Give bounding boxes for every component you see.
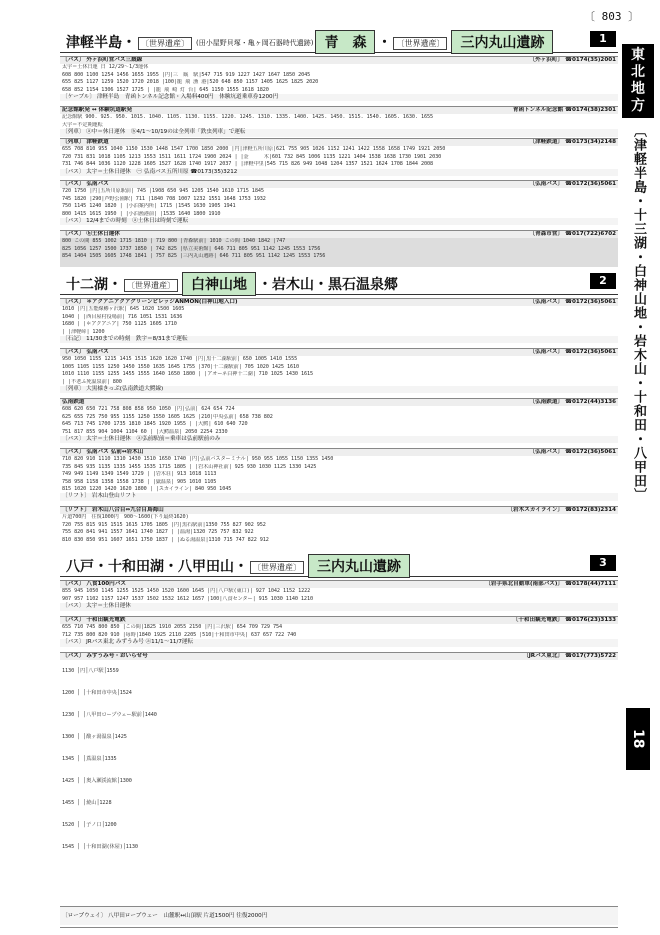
block-label: 記念館駅発 ↔ 体験坑道駅発 — [62, 107, 133, 113]
timetable-row: 645 713 745 1700 1735 1810 1845 1920 1955 │ │大鰐│ 610 640 720 — [62, 421, 248, 428]
heritage-box: 青 森 — [315, 30, 375, 54]
timetable-row: 825 1056 1257 1500 1737 1850 │ 742 825 │県立美術館│ 646 711 805 951 1142 1245 1553 1756 — [62, 245, 321, 252]
block-footnote: 〔列車〕 ⓐ中＝休日運休 ⓑ4/1〜10/19のは全列車「鉄虫列車」で運転 — [60, 129, 618, 136]
timetable-block — [60, 56, 618, 105]
section-number: 2 — [590, 273, 616, 289]
timetable-block — [60, 230, 618, 267]
timetable-row: 1455 │ │焼山│1228 — [62, 800, 112, 807]
section-number: 3 — [590, 555, 616, 571]
timetable-row: 大宇＝不定期運転 — [62, 121, 103, 128]
timetable-block — [60, 298, 618, 347]
block-header — [60, 299, 618, 306]
block-footnote: 〔バス〕 太宇＝土休日運休 ⓐ弘前駅前＝乗車は弘前駅前のみ — [60, 436, 618, 443]
heritage-tag: 〔世界遺産〕 — [138, 37, 192, 50]
block-footnote: 〔バス〕 JRバス東北 みずうみ号 ⓐ11/1〜11/7運転 — [60, 639, 618, 646]
block-operator: 〔岩手県北自動車(南部バス)〕 ☎0178(44)7111 — [485, 581, 616, 587]
timetable-row: 608 800 1100 1254 1456 1655 1955 │円│三 厩 駅│547 715 919 1227 1427 1647 1850 2045 — [62, 71, 311, 78]
block-label: 〔バス〕 十和田観光電鉄 — [62, 617, 126, 623]
region-label — [622, 44, 654, 118]
timetable-row: 758 958 1158 1358 1558 1738 │ │嶽温泉│ 905 1010 1105 — [62, 478, 217, 485]
region-char: 方 — [631, 98, 645, 114]
timetable-row: 1010 │円│五能線鯵ヶ沢駅│ 645 1020 1500 1605 — [62, 306, 185, 313]
block-footnote: 〔ロープウェイ〕 八甲田ロープウェー 山麓駅↔山頂駅 片道1500円 往復2000円 — [60, 907, 618, 925]
block-header — [60, 231, 618, 238]
block-footnote: 〔列車〕 大黒様きっぷ(弘南鉄道大鰐線) — [60, 386, 618, 393]
timetable-row: 720 731 831 1018 1105 1213 1553 1511 1611 1724 1900 2024 │ │金 木│601 732 845 1006 1135 1221 1404 1538 1638 1730 1901 2030 — [62, 153, 442, 160]
block-footnote: 〔ケーブル〕 津軽半島 青函トンネル記念館・入場料400円 体験坑道乗車券1200円 — [60, 94, 618, 101]
timetable-row: 片道700円 往復1000円 900〜1600(下り最終1620) — [62, 514, 189, 521]
timetable-row: 735 845 935 1135 1335 1455 1535 1715 1805 │ │岩木山神社前│ 925 930 1030 1125 1330 1425 — [62, 463, 317, 470]
timetable-block — [60, 138, 618, 179]
timetable-row: 720 755 815 915 1515 1615 1705 1805 │円│黒石駅前│1350 755 827 902 952 — [62, 521, 266, 528]
block-label: 〔リフト〕 岩木山八合目⇔九合目鳥海山 — [62, 507, 164, 513]
block-operator: 〔弘南鉄道〕 ☎0172(44)3136 — [529, 399, 616, 405]
timetable-block — [60, 448, 618, 505]
block-label: 〔列車〕 津軽鉄道 — [62, 139, 109, 145]
timetable-row: 1345 │ │蔦温泉│1335 — [62, 756, 117, 763]
block-operator: 〔JRバス東北〕 ☎017(773)5722 — [523, 653, 616, 659]
timetable-row: 815 1020 1220 1420 1620 1800 │ │スカイライン│ 840 950 1045 — [62, 486, 232, 493]
timetable-row: 720 1750 │円│五所川原駅前│ 745 │1908 650 945 1205 1540 1610 1715 1845 — [62, 188, 264, 195]
heritage-tag: 〔世界遺産〕 — [250, 561, 304, 574]
timetable-row: 1545 │ │十和田湖(休屋)│1130 — [62, 844, 138, 851]
page-number: 〔 803 〕 — [584, 10, 640, 23]
block-operator: 〔津軽鉄道〕 ☎0173(34)2148 — [529, 139, 616, 145]
timetable-row: │ │津軽峠│ 1200 — [62, 328, 105, 335]
block-label: 〔バス〕 みずうみ号・おいらせ号 — [62, 653, 148, 659]
section-header-2 — [60, 270, 618, 295]
timetable-block — [60, 616, 618, 651]
region-char: 北 — [631, 64, 645, 80]
timetable-row: 1040 │ │西目屋村役場前│ 716 1051 1531 1636 — [62, 313, 183, 320]
timetable-row: 1010 1110 1155 1255 1455 1555 1640 1650 1800 │ │アオーネ白神十二湖│ 710 1025 1430 1615 — [62, 371, 314, 378]
timetable-row: 記念館駅 900. 925. 950. 1015. 1040. 1105. 1130. 1155. 1220. 1245. 1310. 1335. 1400. 1425. 1450. 1515. 1540. 1605. 1630. 1655 — [62, 114, 434, 121]
block-operator: 〔弘南バス〕 ☎0172(36)5061 — [529, 181, 616, 187]
timetable-row: 755 820 841 941 1557 1641 1740 1827 │ │温湯│1320 725 757 832 922 — [62, 529, 254, 536]
timetable-row: 712 735 800 820 910 │毎時│1840 1925 2110 2205 │510│十和田市中央│ 637 657 722 740 — [62, 631, 297, 638]
heritage-box: 三内丸山遺跡 — [308, 554, 410, 578]
timetable-row: 1425 │ │奥入瀬渓流館│1300 — [62, 778, 132, 785]
block-label: 〔バス〕 八食100円バス — [62, 581, 126, 587]
section-name: 十二湖・ — [66, 277, 122, 293]
heritage-box: 三内丸山遺跡 — [451, 30, 553, 54]
heritage-note: (田小屋野貝塚・亀ヶ岡石器時代遺跡) — [196, 39, 314, 47]
block-operator: 〔弘南バス〕 ☎0172(36)5061 — [529, 349, 616, 355]
timetable-row: 1520 │ │子ノ口│1200 — [62, 822, 117, 829]
timetable-row: 710 820 910 1110 1310 1430 1510 1650 1740 │円│弘前バスターミナル│ 950 955 1055 1150 1355 1450 — [62, 456, 334, 463]
timetable-row: 1300 │ │酸ヶ湯温泉│1425 — [62, 734, 127, 741]
timetable-row: 658 852 1154 1306 1527 1725 │ │龍 飛 崎 灯 台│ 645 1150 1555 1618 1820 — [62, 86, 269, 93]
timetable-block — [60, 348, 618, 397]
timetable-row: 608 620 650 721 758 808 858 950 1050 │円│弘前│ 624 654 724 — [62, 406, 235, 413]
timetable-row: 751 817 855 904 1004 1104 60 │ │大鰐温泉│ 2050 2254 2330 — [62, 428, 228, 435]
timetable-row: 655 825 1127 1259 1520 1720 2018 │100│龍 飛 漁 港│520 648 850 1157 1405 1625 1825 2020 — [62, 79, 319, 86]
block-label: 〔バス〕 弘南バス — [62, 349, 109, 355]
block-header — [60, 617, 618, 624]
block-operator: 〔外ヶ浜町〕 ☎0174(35)2001 — [529, 57, 616, 63]
timetable-block — [60, 580, 618, 615]
timetable-row: 1680 │ │＊アクアニア│ 750 1125 1605 1710 — [62, 321, 177, 328]
timetable-block — [60, 906, 618, 928]
block-header — [60, 349, 618, 356]
timetable-row: 950 1050 1155 1215 1415 1515 1620 1620 1740 │円│黒十二湖駅前│ 650 1005 1410 1555 — [62, 356, 298, 363]
block-label: 〔バス〕 ＊アクアニアクアグリーンビレッジANMON(白神山地入口) — [62, 299, 238, 305]
timetable-block — [60, 652, 618, 905]
timetable-row: 655 710 745 800 850 │この間│1825 1910 2055 2150 │円│三沢駅│ 654 709 729 754 — [62, 624, 283, 631]
heritage-tag: 〔世界遺産〕 — [124, 279, 178, 292]
timetable-row: 1130 │円│八戸駅│1559 — [62, 668, 119, 675]
block-label: 弘南鉄道 — [62, 399, 85, 405]
block-operator: 〔十和田観光電鉄〕 ☎0176(23)3133 — [512, 617, 616, 623]
section-name: 津軽半島・ — [66, 35, 136, 51]
block-header — [60, 57, 618, 64]
timetable-row: 749 949 1149 1349 1549 1729 │ │岩木荘│ 913 1018 1113 — [62, 471, 217, 478]
block-header — [60, 399, 618, 406]
block-label: 〔バス〕 弘南バス — [62, 181, 109, 187]
timetable-row: 800 1415 1615 1950 │ │小泊漁港前│ │1535 1640 1800 1910 — [62, 210, 221, 217]
block-header — [60, 581, 618, 588]
side-index — [622, 44, 654, 502]
timetable-row: 太宇＝土休日運 日 12/29〜1/3運休 — [62, 64, 149, 71]
timetable-row: 854 1404 1505 1605 1748 1841 │ 757 825 │三内丸山遺跡│ 646 711 805 951 1142 1245 1553 1756 — [62, 253, 326, 260]
timetable-row: 907 957 1102 1157 1247 1537 1502 1532 1612 1657 │100│八食センター│ 915 1030 1140 1210 — [62, 595, 314, 602]
block-label: 〔バス〕 ⓑ土休日運休 — [62, 231, 120, 237]
timetable-row: 855 945 1050 1145 1255 1525 1450 1520 1600 1645 │円│八戸駅(東口)│ 927 1042 1152 1222 — [62, 588, 311, 595]
block-footnote: 〔石記〕 11/30までの時刻 鉄宇＝8/31まで運転 — [60, 336, 618, 343]
timetable-row: 800 この間 855 1002 1715 1810 │ 719 800 │青森駅前│ 1010 この間 1040 1842 │747 — [62, 238, 286, 245]
block-operator: 〔岩木スカイライン〕 ☎0172(83)2314 — [507, 507, 616, 513]
timetable-block — [60, 398, 618, 447]
block-label: 〔バス〕 弘南バス 弘前↔岩木山 — [62, 449, 144, 455]
region-char: 地 — [631, 81, 645, 97]
side-title: 〔津軽半島・十三湖・白神山地・岩木山・十和田・八甲田〕 — [631, 124, 646, 502]
region-char: 東 — [631, 47, 645, 63]
timetable-block — [60, 180, 618, 229]
separator: ・ — [377, 35, 392, 51]
block-footnote: 〔バス〕 太宇＝土休日運休 — [60, 603, 618, 610]
timetable-row: 1005 1105 1155 1250 1450 1550 1635 1645 1755 │370│十二湖駅前│ 705 1020 1425 1610 — [62, 363, 300, 370]
section-name: 八戸・十和田湖・八甲田山・ — [66, 559, 248, 575]
heritage-box: 白神山地 — [182, 272, 256, 296]
timetable-row: 750 1145 1240 1820 │ │小泊案内所│ 1715 │1545 1630 1905 1941 — [62, 203, 236, 210]
block-header — [60, 507, 618, 514]
timetable-row: 1230 │ │八甲田ロープウェー駅前│1440 — [62, 712, 157, 719]
heritage-tag: 〔世界遺産〕 — [393, 37, 447, 50]
block-operator: 青函トンネル記念館 ☎0174(38)2301 — [512, 107, 616, 113]
block-operator: 〔弘南バス〕 ☎0172(36)5061 — [529, 449, 616, 455]
block-footnote: 〔バス〕 12/4までの時刻 ⓐ土休日は時刻で運転 — [60, 218, 618, 225]
timetable-block — [60, 106, 618, 137]
timetable-row: 655 708 810 955 1040 1150 1530 1448 1547 1700 1850 2000 │円│津軽五所川原│621 755 905 1026 1152 1241 1422 1558 1658 1749 1921 2050 — [62, 146, 446, 153]
section-number: 1 — [590, 31, 616, 47]
block-operator: 〔青森市営〕 ☎017(722)6702 — [529, 231, 616, 237]
timetable-row: 745 1820 │290│芦野公園駅│ 711 │1840 708 1007 1232 1551 1648 1753 1932 — [62, 195, 266, 202]
timetable-row: 731 746 844 1036 1120 1228 1605 1527 1628 1740 1917 2037 │ │津軽中里│545 715 826 949 1048 1204 1357 1521 1624 1708 1844 2008 — [62, 161, 434, 168]
timetable-block — [60, 506, 618, 549]
block-operator: 〔弘南バス〕 ☎0172(36)5061 — [529, 299, 616, 305]
block-header — [60, 139, 618, 146]
timetable-row: 625 655 725 750 955 1155 1250 1550 1605 1625 │210│中央弘前│ 658 738 802 — [62, 413, 273, 420]
block-footnote: 〔バス〕 太宇＝土休日運休 ㊀ 弘南バス五所川原 ☎0173(35)3212 — [60, 169, 618, 176]
timetable-row: 1200 │ │十和田市中央│1524 — [62, 690, 132, 697]
section-header-3 — [60, 552, 618, 577]
section-name-after: ・岩木山・黒石温泉郷 — [258, 277, 398, 293]
timetable-row: 810 830 850 951 1607 1651 1750 1837 │ │ぬる湯温泉│1310 715 747 822 912 — [62, 536, 269, 543]
block-header — [60, 107, 618, 114]
block-footnote: 〔リフト〕 岩木山登山リフト — [60, 493, 618, 500]
block-header — [60, 653, 618, 660]
block-label: 〔バス〕 外ヶ浜町営バス三厩線 — [62, 57, 143, 63]
chapter-tab[interactable]: 18 — [626, 708, 650, 770]
block-header — [60, 449, 618, 456]
section-header-1 — [60, 28, 618, 53]
timetable-rows — [60, 64, 618, 94]
timetable-row: │ │不老ふ死温泉前│ 800 — [62, 378, 122, 385]
block-header — [60, 181, 618, 188]
